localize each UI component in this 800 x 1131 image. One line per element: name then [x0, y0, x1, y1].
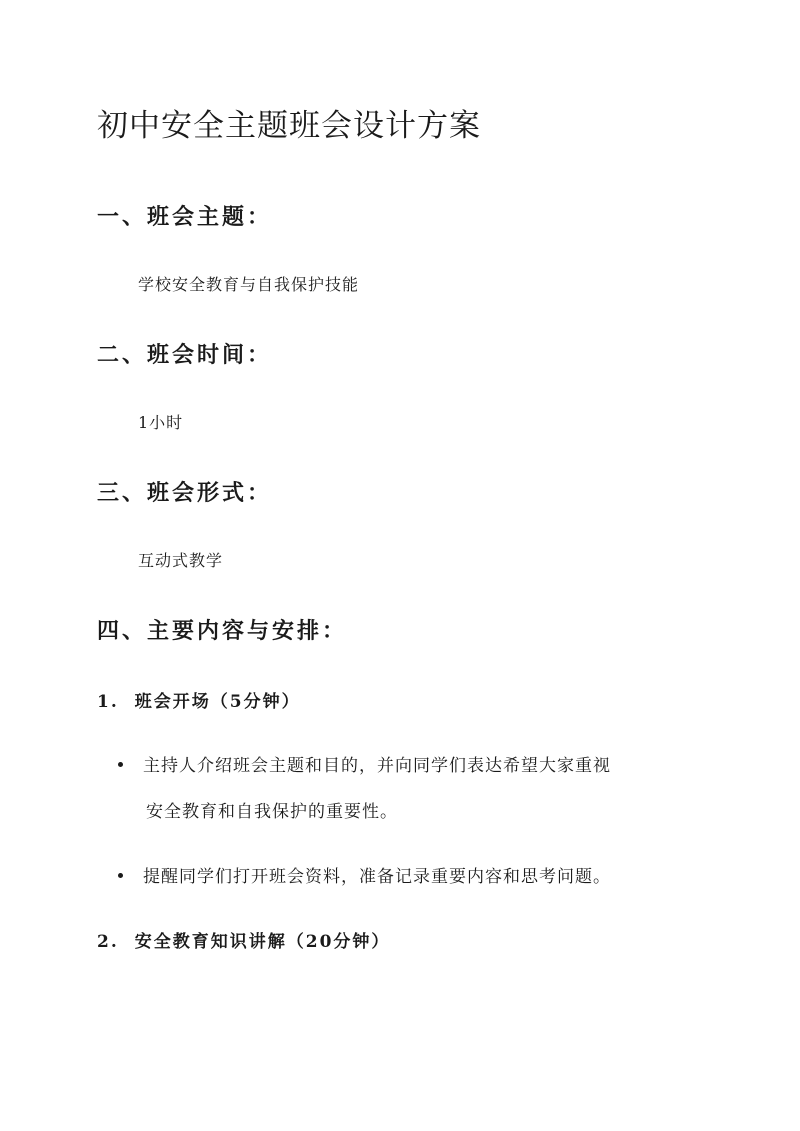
list-item-text: 提醒同学们打开班会资料，准备记录重要内容和思考问题。: [143, 867, 611, 887]
subsection-heading-knowledge: [97, 927, 390, 952]
subsection-title: 安全教育知识讲解（20分钟）: [134, 932, 391, 952]
section-heading-time: 二、班会时间：: [97, 342, 273, 368]
section-heading-content: 四、主要内容与安排：: [97, 618, 348, 644]
subsection-heading-opening: [97, 687, 301, 712]
subsection-title: 班会开场（5分钟）: [134, 692, 301, 712]
section-body-format: 互动式教学: [138, 551, 224, 570]
subsection-number: 1.: [97, 692, 119, 712]
bullet-icon: [118, 762, 123, 767]
subsection-number: 2.: [97, 932, 119, 952]
list-item: [118, 751, 611, 776]
section-heading-theme: 一、班会主题：: [97, 204, 273, 230]
list-item-text: 主持人介绍班会主题和目的，并向同学们表达希望大家重视: [143, 756, 611, 776]
section-body-time: 1小时: [138, 413, 184, 432]
section-heading-format: 三、班会形式：: [97, 480, 273, 506]
list-item: [118, 862, 611, 887]
document-title: 初中安全主题班会设计方案: [97, 108, 481, 144]
list-item-continuation: 安全教育和自我保护的重要性。: [146, 802, 398, 822]
section-body-theme: 学校安全教育与自我保护技能: [138, 275, 360, 294]
bullet-icon: [118, 873, 123, 878]
